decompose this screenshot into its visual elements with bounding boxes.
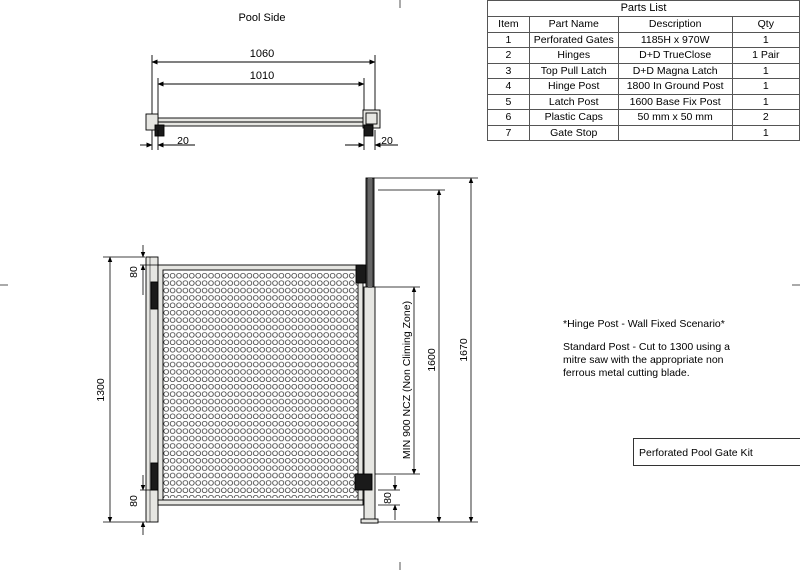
table-row	[488, 125, 800, 141]
cell-part-name: Hinges	[529, 48, 618, 64]
dim-gate-width: 1010	[249, 70, 275, 82]
header-part-name: Part Name	[529, 17, 618, 33]
cell-part-name: Plastic Caps	[529, 110, 618, 126]
view-title: Pool Side	[238, 12, 286, 24]
table-row	[488, 63, 800, 79]
parts-list-title: Parts List	[487, 0, 800, 16]
dim-post-1670: 1670	[458, 338, 470, 362]
cell-part-name: Top Pull Latch	[529, 63, 618, 79]
scenario-note: *Hinge Post - Wall Fixed Scenario*	[563, 318, 725, 330]
cell-description: 1800 In Ground Post	[618, 79, 732, 95]
standard-post-line-3: ferrous metal cutting blade.	[563, 367, 690, 379]
dim-gate-height: 1300	[95, 378, 107, 402]
cell-description	[618, 125, 732, 141]
cell-item: 4	[488, 79, 530, 95]
cell-part-name: Hinge Post	[529, 79, 618, 95]
header-item: Item	[488, 17, 530, 33]
cell-qty: 1	[732, 32, 799, 48]
kit-title: Perforated Pool Gate Kit	[639, 447, 753, 459]
table-row	[488, 32, 800, 48]
cell-item: 2	[488, 48, 530, 64]
cell-description: 50 mm x 50 mm	[618, 110, 732, 126]
table-row	[488, 79, 800, 95]
cell-item: 5	[488, 94, 530, 110]
cell-qty: 1	[732, 63, 799, 79]
cell-part-name: Latch Post	[529, 94, 618, 110]
elevation-view	[146, 178, 378, 523]
cell-part-name: Perforated Gates	[529, 32, 618, 48]
dim-right-offset: 20	[381, 135, 393, 147]
table-row	[488, 110, 800, 126]
cell-qty: 1 Pair	[732, 48, 799, 64]
cell-description: 1600 Base Fix Post	[618, 94, 732, 110]
parts-list-header-row	[488, 17, 800, 33]
cell-item: 3	[488, 63, 530, 79]
cell-qty: 1	[732, 125, 799, 141]
cell-part-name: Gate Stop	[529, 125, 618, 141]
cell-item: 1	[488, 32, 530, 48]
cell-qty: 2	[732, 110, 799, 126]
table-row	[488, 94, 800, 110]
header-qty: Qty	[732, 17, 799, 33]
dim-left-offset: 20	[177, 135, 189, 147]
cell-description: D+D TrueClose	[618, 48, 732, 64]
kit-title-block	[633, 438, 800, 466]
standard-post-line-2: mitre saw with the appropriate non	[563, 354, 724, 366]
dim-top-gap: 80	[128, 266, 140, 278]
cell-description: 1185H x 970W	[618, 32, 732, 48]
cell-qty: 1	[732, 94, 799, 110]
dim-overall-width: 1060	[249, 48, 275, 60]
dim-post-1600: 1600	[426, 348, 438, 372]
header-description: Description	[618, 17, 732, 33]
dim-bottom-gap: 80	[128, 495, 140, 507]
dim-ncz-label: MIN 900 NCZ (Non Climing Zone)	[401, 300, 413, 460]
parts-list-table	[487, 0, 800, 141]
standard-post-line-1: Standard Post - Cut to 1300 using a	[563, 341, 730, 353]
dim-latch-gap: 80	[382, 492, 394, 504]
cell-item: 6	[488, 110, 530, 126]
cell-description: D+D Magna Latch	[618, 63, 732, 79]
cell-qty: 1	[732, 79, 799, 95]
cell-item: 7	[488, 125, 530, 141]
standard-post-note	[563, 341, 730, 380]
table-row	[488, 48, 800, 64]
